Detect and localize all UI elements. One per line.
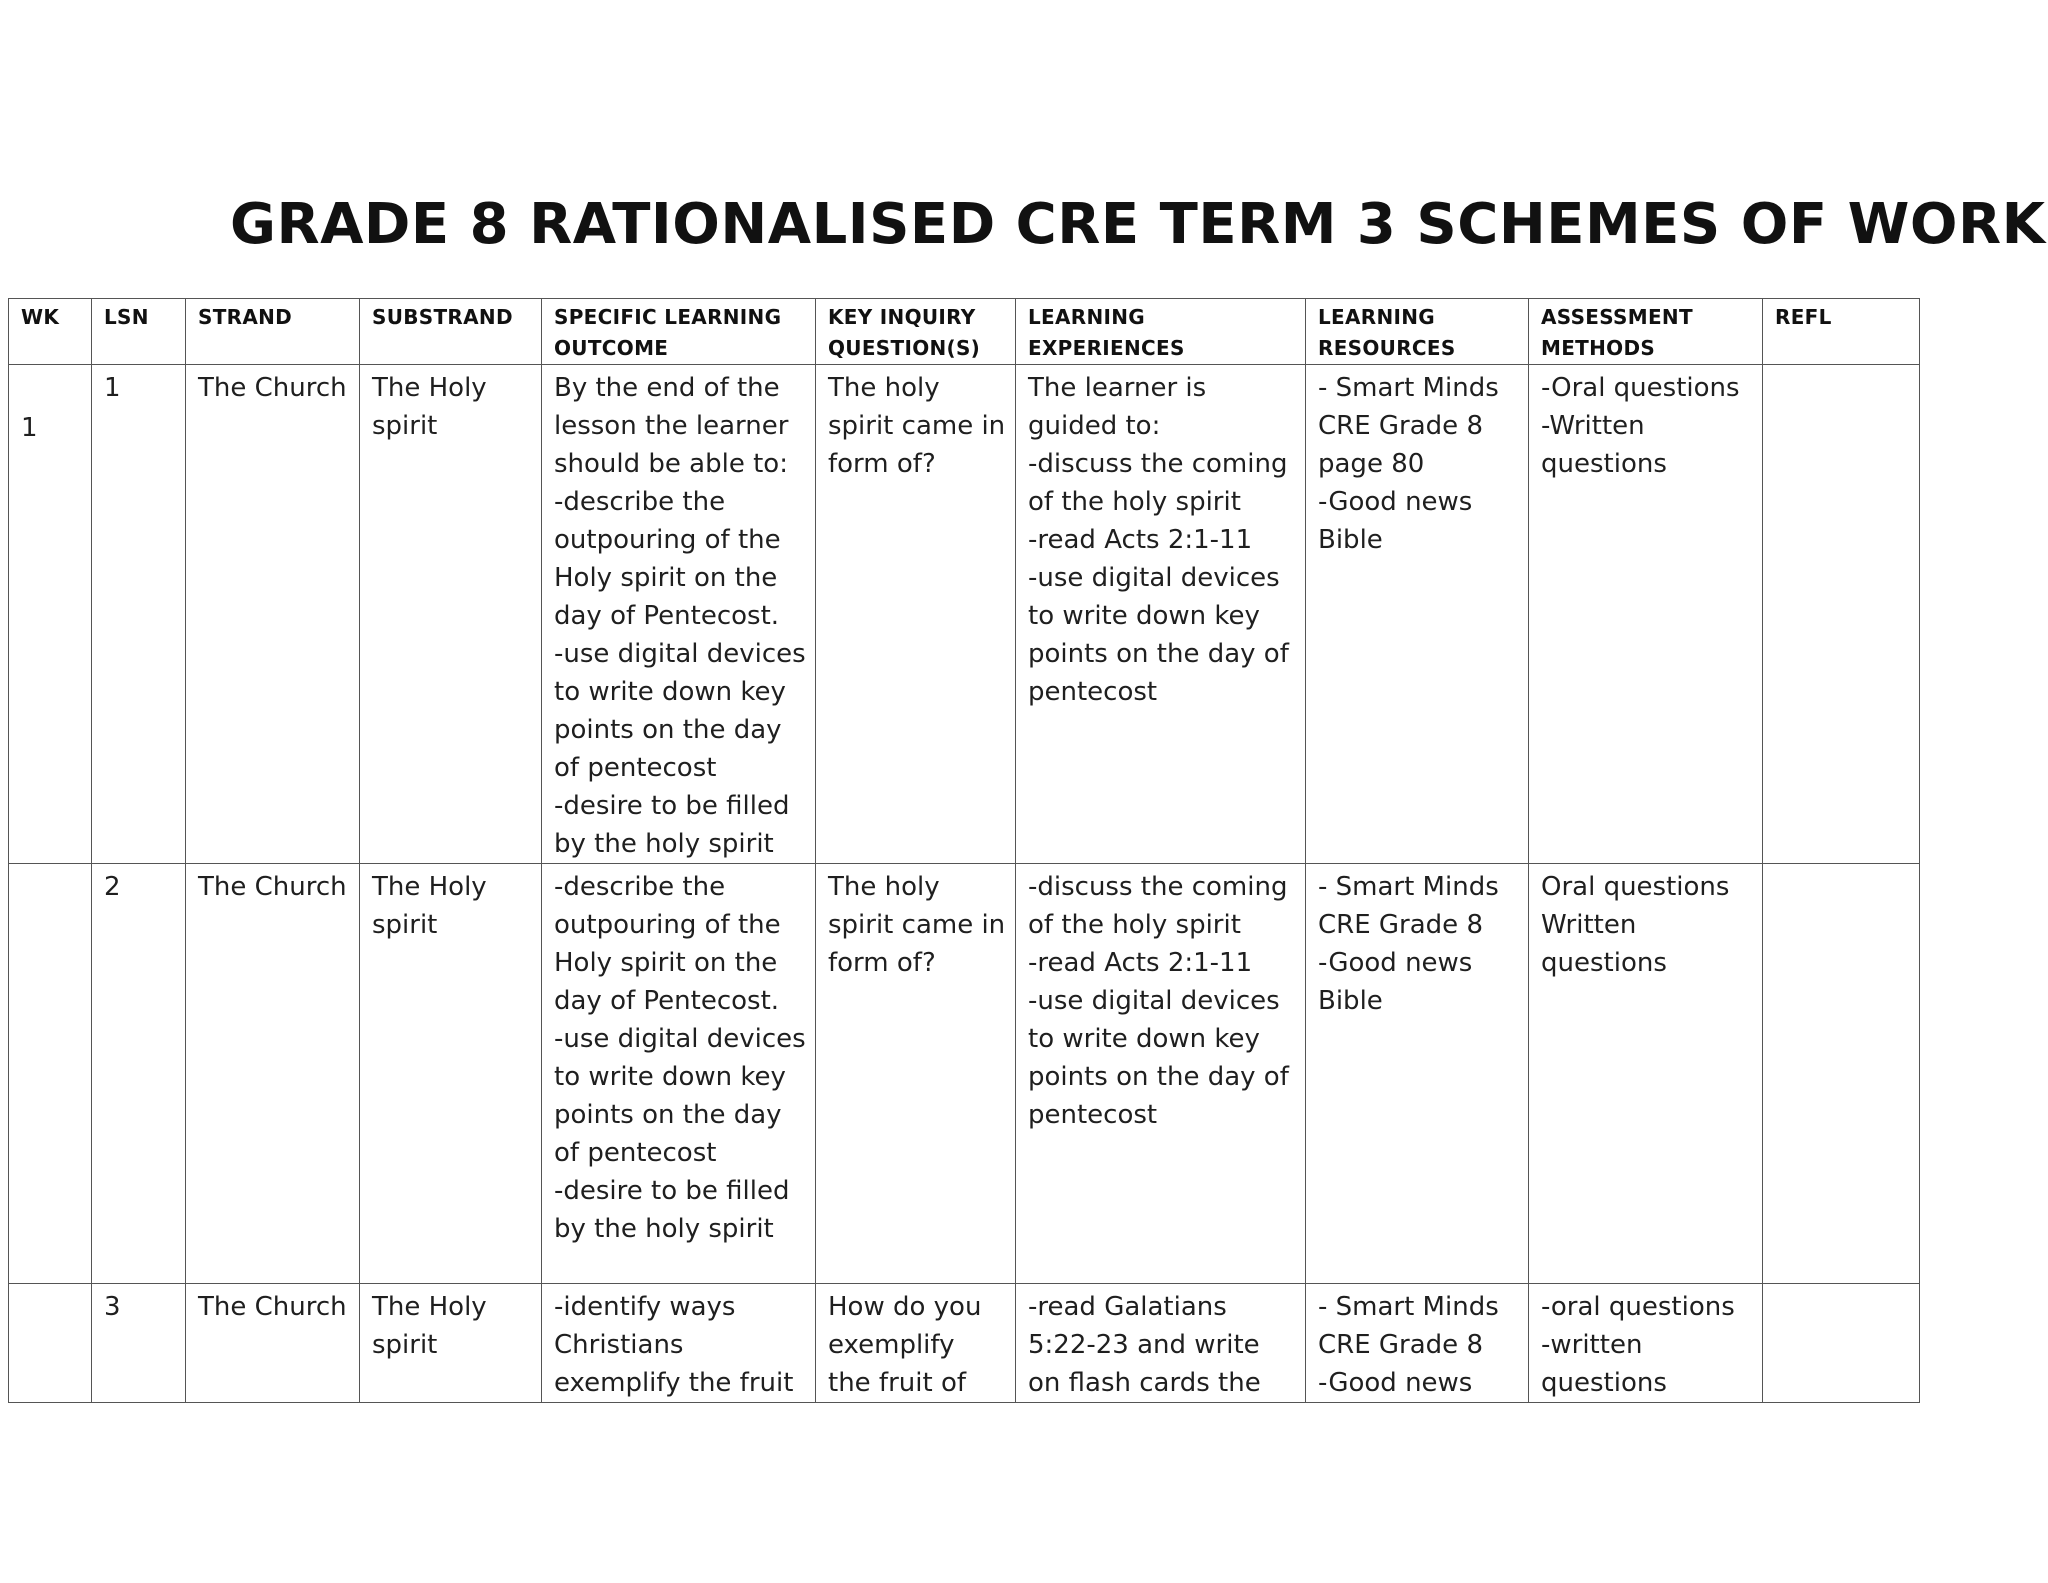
cell-line: of the holy spirit bbox=[1028, 487, 1241, 517]
cell-substrand bbox=[360, 864, 542, 1284]
cell-line: points on the day bbox=[554, 715, 782, 745]
cell-line: to write down key bbox=[554, 1062, 786, 1092]
cell-lesson: 3 bbox=[92, 1284, 186, 1403]
cell-strand: The Church bbox=[186, 864, 360, 1284]
cell-line: -discuss the coming bbox=[1028, 449, 1288, 479]
page-title: GRADE 8 RATIONALISED CRE TERM 3 SCHEMES OF WORK bbox=[230, 192, 2046, 257]
header-learning-resources: LEARNING RESOURCES bbox=[1306, 299, 1529, 365]
cell-lesson: 1 bbox=[92, 365, 186, 864]
cell-line: -describe the bbox=[554, 872, 726, 902]
cell-substrand bbox=[360, 1284, 542, 1403]
cell-line: Bible bbox=[1318, 986, 1383, 1016]
cell-line: The holy bbox=[828, 872, 940, 902]
cell-line: -Good news bbox=[1318, 948, 1473, 978]
cell-line: of the holy spirit bbox=[1028, 910, 1241, 940]
cell-line: questions bbox=[1541, 948, 1667, 978]
cell-line: should be able to: bbox=[554, 449, 788, 479]
cell-strand: The Church bbox=[186, 365, 360, 864]
cell-line: Bible bbox=[1318, 525, 1383, 555]
cell-line: of pentecost bbox=[554, 753, 717, 783]
cell-line: -Good news bbox=[1318, 487, 1473, 517]
scheme-of-work-table bbox=[8, 298, 1920, 1403]
table-row bbox=[9, 1284, 1920, 1403]
cell-line: The Holy bbox=[372, 872, 487, 902]
cell-specific-learning-outcome bbox=[542, 1284, 816, 1403]
cell-line: Holy spirit on the bbox=[554, 563, 778, 593]
cell-line: -desire to be filled bbox=[554, 791, 790, 821]
cell-line: -Written bbox=[1541, 411, 1645, 441]
cell-line: CRE Grade 8 bbox=[1318, 411, 1483, 441]
cell-line: -use digital devices bbox=[1028, 986, 1280, 1016]
cell-line: to write down key bbox=[554, 677, 786, 707]
cell-line: to write down key bbox=[1028, 601, 1260, 631]
cell-learning-experiences bbox=[1016, 1284, 1306, 1403]
header-reflection: REFL bbox=[1763, 299, 1920, 365]
cell-line: on flash cards the bbox=[1028, 1368, 1261, 1398]
cell-line: questions bbox=[1541, 1368, 1667, 1398]
cell-line: Written bbox=[1541, 910, 1637, 940]
cell-line: -desire to be filled bbox=[554, 1176, 790, 1206]
cell-line: spirit came in bbox=[828, 411, 1006, 441]
cell-line: -discuss the coming bbox=[1028, 872, 1288, 902]
cell-line: -use digital devices bbox=[1028, 563, 1280, 593]
cell-line: by the holy spirit bbox=[554, 829, 774, 859]
cell-assessment-methods bbox=[1529, 864, 1763, 1284]
cell-line: CRE Grade 8 bbox=[1318, 1330, 1483, 1360]
cell-line: to write down key bbox=[1028, 1024, 1260, 1054]
header-learning-experiences: LEARNING EXPERIENCES bbox=[1016, 299, 1306, 365]
cell-line: Christians bbox=[554, 1330, 684, 1360]
cell-line: Holy spirit on the bbox=[554, 948, 778, 978]
cell-key-inquiry-question bbox=[816, 864, 1016, 1284]
cell-line: How do you bbox=[828, 1292, 982, 1322]
cell-assessment-methods bbox=[1529, 365, 1763, 864]
cell-line: exemplify the fruit bbox=[554, 1368, 794, 1398]
table-row bbox=[9, 365, 1920, 864]
cell-line: pentecost bbox=[1028, 677, 1158, 707]
cell-week bbox=[9, 864, 92, 1284]
cell-line: -use digital devices bbox=[554, 1024, 806, 1054]
cell-line: points on the day of bbox=[1028, 639, 1289, 669]
header-assessment-methods: ASSESSMENT METHODS bbox=[1529, 299, 1763, 365]
cell-learning-resources bbox=[1306, 864, 1529, 1284]
cell-line: pentecost bbox=[1028, 1100, 1158, 1130]
cell-line: -read Acts 2:1-11 bbox=[1028, 948, 1253, 978]
cell-line: questions bbox=[1541, 449, 1667, 479]
cell-line: - Smart Minds bbox=[1318, 373, 1499, 403]
cell-line: points on the day of bbox=[1028, 1062, 1289, 1092]
cell-line: -oral questions bbox=[1541, 1292, 1735, 1322]
header-key-inquiry-questions: KEY INQUIRY QUESTION(S) bbox=[816, 299, 1016, 365]
cell-line: spirit bbox=[372, 411, 438, 441]
cell-line: The holy bbox=[828, 373, 940, 403]
cell-line: day of Pentecost. bbox=[554, 986, 780, 1016]
cell-line: day of Pentecost. bbox=[554, 601, 780, 631]
cell-strand: The Church bbox=[186, 1284, 360, 1403]
cell-reflection bbox=[1763, 365, 1920, 864]
cell-line: outpouring of the bbox=[554, 910, 781, 940]
cell-line: spirit came in bbox=[828, 910, 1006, 940]
cell-week bbox=[9, 1284, 92, 1403]
cell-reflection bbox=[1763, 864, 1920, 1284]
table-row bbox=[9, 864, 1920, 1284]
header-substrand: SUBSTRAND bbox=[360, 299, 542, 365]
cell-line: -read Galatians bbox=[1028, 1292, 1227, 1322]
cell-line: CRE Grade 8 bbox=[1318, 910, 1483, 940]
cell-line: The learner is bbox=[1028, 373, 1207, 403]
cell-assessment-methods bbox=[1529, 1284, 1763, 1403]
cell-line: The Holy bbox=[372, 1292, 487, 1322]
cell-learning-experiences bbox=[1016, 864, 1306, 1284]
cell-reflection bbox=[1763, 1284, 1920, 1403]
cell-line: spirit bbox=[372, 1330, 438, 1360]
cell-line: outpouring of the bbox=[554, 525, 781, 555]
cell-line: -Good news bbox=[1318, 1368, 1473, 1398]
cell-line: 5:22-23 and write bbox=[1028, 1330, 1260, 1360]
cell-line: of pentecost bbox=[554, 1138, 717, 1168]
cell-specific-learning-outcome bbox=[542, 365, 816, 864]
cell-line: guided to: bbox=[1028, 411, 1161, 441]
cell-line: the fruit of bbox=[828, 1368, 966, 1398]
cell-line: spirit bbox=[372, 910, 438, 940]
cell-line: form of? bbox=[828, 449, 936, 479]
header-strand: STRAND bbox=[186, 299, 360, 365]
cell-line: exemplify bbox=[828, 1330, 955, 1360]
cell-line: points on the day bbox=[554, 1100, 782, 1130]
cell-line: -Oral questions bbox=[1541, 373, 1740, 403]
cell-line: page 80 bbox=[1318, 449, 1425, 479]
cell-specific-learning-outcome bbox=[542, 864, 816, 1284]
cell-line: - Smart Minds bbox=[1318, 872, 1499, 902]
cell-week: 1 bbox=[9, 365, 92, 864]
cell-line: lesson the learner bbox=[554, 411, 789, 441]
cell-line: By the end of the bbox=[554, 373, 780, 403]
cell-line: form of? bbox=[828, 948, 936, 978]
cell-line: - Smart Minds bbox=[1318, 1292, 1499, 1322]
cell-line: -use digital devices bbox=[554, 639, 806, 669]
cell-line: Oral questions bbox=[1541, 872, 1730, 902]
header-row bbox=[9, 299, 1920, 365]
header-specific-learning-outcome: SPECIFIC LEARNING OUTCOME bbox=[542, 299, 816, 365]
cell-line: -read Acts 2:1-11 bbox=[1028, 525, 1253, 555]
cell-line: -describe the bbox=[554, 487, 726, 517]
cell-line: -written bbox=[1541, 1330, 1643, 1360]
cell-lesson: 2 bbox=[92, 864, 186, 1284]
cell-line: by the holy spirit bbox=[554, 1214, 774, 1244]
header-lsn: LSN bbox=[92, 299, 186, 365]
cell-substrand bbox=[360, 365, 542, 864]
cell-key-inquiry-question bbox=[816, 1284, 1016, 1403]
cell-key-inquiry-question bbox=[816, 365, 1016, 864]
cell-learning-experiences bbox=[1016, 365, 1306, 864]
header-wk: WK bbox=[9, 299, 92, 365]
cell-learning-resources bbox=[1306, 365, 1529, 864]
cell-line: -identify ways bbox=[554, 1292, 736, 1322]
cell-learning-resources bbox=[1306, 1284, 1529, 1403]
cell-line: The Holy bbox=[372, 373, 487, 403]
